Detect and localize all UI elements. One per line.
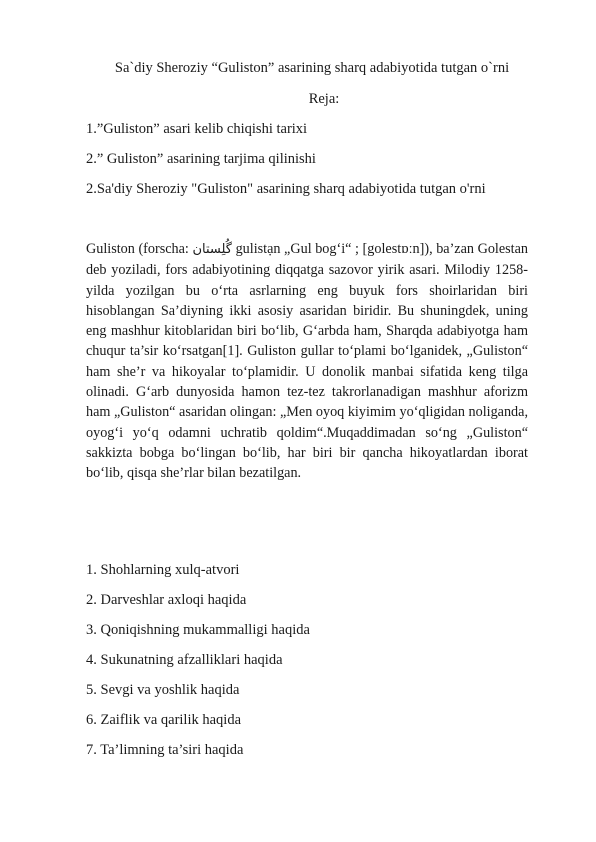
paragraph-lead: Guliston (forscha: [86, 241, 189, 257]
intro-paragraph [86, 239, 528, 484]
persian-title: گُلِستان [192, 242, 232, 257]
chapter-item: 4. Sukunatning afzalliklari haqida [86, 652, 283, 668]
plan-list [86, 120, 526, 210]
chapter-item: 7. Ta’limning ta’siri haqida [86, 742, 244, 758]
plan-heading: Reja: [308, 91, 340, 107]
chapter-item: 1. Shohlarning xulq-atvori [86, 562, 240, 578]
chapter-item: 6. Zaiflik va qarilik haqida [86, 712, 242, 728]
plan-item: 1.”Guliston” asari kelib chiqishi tarixi [86, 121, 308, 137]
chapter-list [86, 561, 526, 771]
chapter-item: 3. Qoniqishning mukammalligi haqida [86, 622, 310, 638]
plan-item: 2.Sa'diy Sheroziy "Guliston" asarining sharq adabiyotida tutgan o'rni [86, 181, 486, 197]
document-title: Sa`diy Sheroziy “Guliston” asarining sharq adabiyotida tutgan o`rni [114, 60, 510, 76]
plan-item: 2.” Guliston” asarining tarjima qilinishi [86, 151, 316, 167]
chapter-item: 2. Darveshlar axloqi haqida [86, 592, 247, 608]
paragraph-body: gulistạn „Gul bog‘i“ ; [golestɒːn]), ba’zan Golestan deb yoziladi, fors adabiyotining diqqatga sazovor yirik asari. Milodiy 1258-yilda yozilgan bu o‘rta asrlarning eng buyuk fors shoirlaridan biri hisoblangan Sa’diyning ikki asosiy asaridan biridir. Bu shuningdek, uning eng mashhur kitoblaridan biri bo‘lib, G‘arbda ham, Sharqda adabiyotga ham chuqur ta’sir ko‘rsatgan[1]. Guliston gullar to‘plami bo‘lganidek, „Guliston“ ham she’r va hikoyalar to‘plamidir. U donolik manbai sifatida keng tilga olinadi. G‘arb dunyosida hamon tez-tez takrorlanadigan mashhur aforizm ham „Guliston“ asaridan olingan: „Men oyoq kiyimim yo‘qligidan noliganda, oyog‘i yo‘q odamni uchratib qoldim“.Muqaddimadan so‘ng „Guliston“ sakkizta bobga bo‘lingan bo‘lib, har biri bir qancha hikoyatlardan iborat bo‘lib, qisqa she’rlar bilan bezatilgan. [86, 241, 528, 482]
chapter-item: 5. Sevgi va yoshlik haqida [86, 682, 240, 698]
